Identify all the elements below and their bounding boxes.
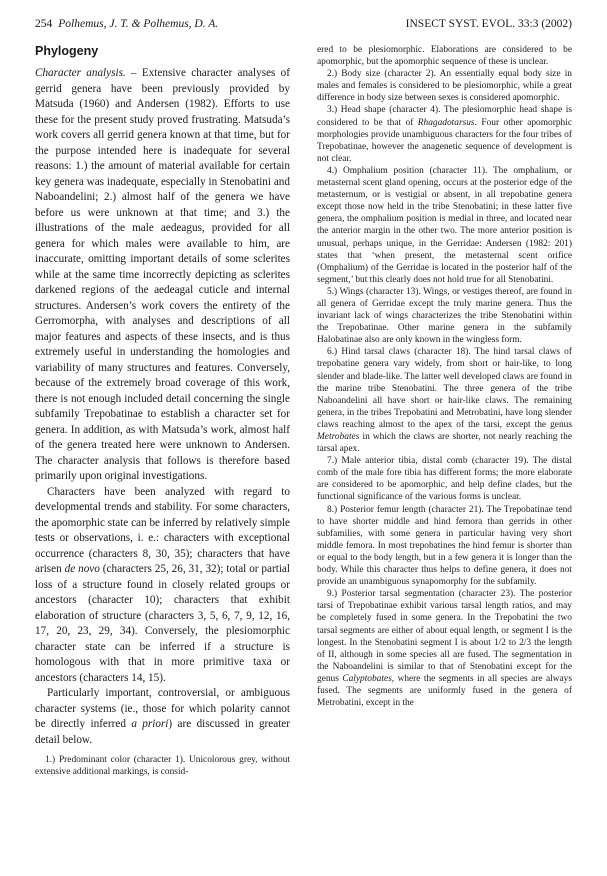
journal-citation: INSECT SYST. EVOL. 33:3 (2002)	[405, 18, 572, 30]
character-item-3	[317, 104, 572, 164]
paragraph-text: – Extensive character analyses of gerrid genera have been previously provided by Matsuda (1960) and Andersen (1982). Efforts to use these for the present study proved frustrating. Matsuda’s work covers all gerrid genera known at that time, but for the purpose intended here is inadequate for several reasons: 1.) the amount of material available for certain key genera was inadequate, especially in Stenobatini and Naboandelini; 2.) almost half of the genera we have before us were unknown at that time; and 3.) the illustrations of the male aedeagus, provided for all genera for which males were available to him, are inaccurate, omitting important details of some sclerites while at the same time incorrectly depicting as sclerites darkened regions of the aedeagal cuticle and internal structures. Andersen’s work covers the entirety of the Gerromorpha, with analyses and descriptions of all major features and aspects of these insects, and is thus extremely useful in understanding the homologies and variability of many structures and features. Conversely, because of the extremely broad coverage of this work, there is not enough included detail concerning the single subfamily Trepobatinae to establish a character set for genera. In addition, as with Matsuda’s work, almost half of the genera treated here were unknown to Andersen. The character analysis that follows is therefore based primarily upon original investigations.	[35, 67, 290, 482]
running-header	[35, 18, 572, 34]
character-item-4: 4.) Omphalium position (character 11). The omphalium, or metasternal scent gland opening, occurs at the posterior edge of the metasternum, or is vestigial or absent, in all trepobatine genera except those now held in the tribe Stenobatini; in these latter five genera, the omphalium position is medial in three, and located near the anterior margin in the other two. The more anterior position is unusual, perhaps unique, in the Gerridae: Andersen (1982: 201) states that ‘when present, the metasternal scent orifice (Omphalium) of the Gerridae is located in the posterior half of the segment,’ but this clearly does not hold true for all Stenobatini.	[317, 165, 572, 285]
paragraph-important-systems	[35, 686, 290, 748]
character-item-9	[317, 588, 572, 709]
character-item-7: 7.) Male anterior tibia, distal comb (character 19). The distal comb of the male fore tibia has different forms; the more elaborate are considered to be apomorphic, and help define clades, but the functional significance of the various forms is unclear.	[317, 456, 572, 503]
page-number	[35, 18, 218, 30]
character-item-1-continued: ered to be plesiomorphic. Elaborations are considered to be apomorphic, but the apomorphic sequence of these is unclear.	[317, 45, 572, 68]
item-text: . Four other apomorphic morphologies provide unambiguous characters for the four tribes of Trepobatinae, however the anagenetic sequence of development is not clear.	[317, 117, 572, 164]
run-in-heading: Character analysis.	[35, 67, 126, 79]
page-number-text: 254	[35, 18, 53, 30]
character-item-1: 1.) Predominant color (character 1). Unicolorous grey, without extensive additional markings, is consid-	[35, 755, 290, 778]
paragraph-text: Particularly important, controversial, or ambiguous character systems (ie., those for which polarity cannot be directly inferred	[35, 687, 290, 730]
paragraph-characters-analyzed	[35, 485, 290, 687]
italic-term: de novo	[64, 563, 100, 575]
running-authors: Polhemus, J. T. & Polhemus, D. A.	[58, 18, 219, 30]
paragraph-character-analysis	[35, 66, 290, 485]
item-text: , where the segments in all species are always fused. The segments are uniformly fused in the genera of Metrobatini, except in the	[317, 673, 573, 709]
paragraph-text: Characters have been analyzed with regard to developmental trends and stability. For some characters, the apomorphic state can be inferred by relatively simple tests or observations, i. e.: characters with exceptional occurrence (characters 8, 30, 35); characters that have arisen	[35, 485, 290, 575]
item-text: 3.) Head shape (character 4). The plesiomorphic head shape is considered to be that of	[317, 105, 572, 128]
genus-name: Calyptobates	[342, 673, 392, 684]
italic-term: a priori	[131, 718, 169, 730]
genus-name: Metrobates	[317, 432, 360, 442]
left-column	[35, 44, 290, 778]
item-text: 9.) Posterior tarsal segmentation (character 23). The posterior tarsi of Trepobatinae exhibit various tarsal length ratios, and may be completely fused in some genera. In the Trepobatini the two tarsal segments are either of about equal length, or segment I is the longest. In the Stenobatini segment I is about 1/2 to 2/3 the length of II, although in some species all are fused. The segmentation in the Naboandelini is similar to that of Stenobatini except for the genus	[317, 589, 572, 684]
character-item-5: 5.) Wings (character 13). Wings, or vestiges thereof, are found in all genera of Gerridae except the truly marine genera. Thus the invariant lack of wings characterizes the tribe Stenobatini within the Trepobatinae. Other marine genera in the subfamily Halobatinae also are only known in the wingless form.	[317, 286, 572, 346]
section-title: Phylogeny	[35, 44, 99, 58]
genus-name: Rhagadotarsus	[417, 117, 475, 128]
character-item-8: 8.) Posterior femur length (character 21). The Trepobatinae tend to have shorter middle and hind femora than gerrids in other subfamilies, with some genera in particular having very short middle femora. In most trepobatines the hind femur is shorter than or equal to the body length, but in a few genera it is longer than the body. While this character thus helps to define genera, it does not provide an unambiguous synapomorphy for the subfamily.	[317, 504, 572, 588]
character-item-6	[317, 346, 572, 455]
item-text: in which the claws are shorter, not nearly reaching the tarsal apex.	[317, 432, 572, 455]
character-item-2: 2.) Body size (character 2). An essentially equal body size in males and females is considered to be plesiomorphic, while a great difference in body size between sexes is considered apomorphic.	[317, 69, 572, 104]
paragraph-text: (characters 25, 26, 31, 32); total or partial loss of a structure found in closely related groups or ancestors (character 10); characters that exhibit elaboration of structure (characters 3, 5, 6, 7, 9, 12, 16, 17, 20, 23, 29, 34). Conversely, the plesiomorphic character state can be inferred if a structure is homologous with that in more primitive taxa or ancestors (characters 14, 15).	[35, 563, 291, 684]
paragraph-text: ) are discussed in greater detail below.	[35, 718, 290, 746]
right-column	[317, 44, 572, 709]
item-text: 6.) Hind tarsal claws (character 18). The hind tarsal claws of trepobatine genera vary widely, from short or hair-like, to long slender and blade-like. The latter well developed claws are found in the marine tribe Stenobatini. The three genera of the tribe Naboandelini all have short or hair-like claws. The remaining genera, in the tribes Trepobatini and Metrobatini, have long slender claws reaching almost to the apex of the tarsi, except the genus	[317, 347, 572, 430]
